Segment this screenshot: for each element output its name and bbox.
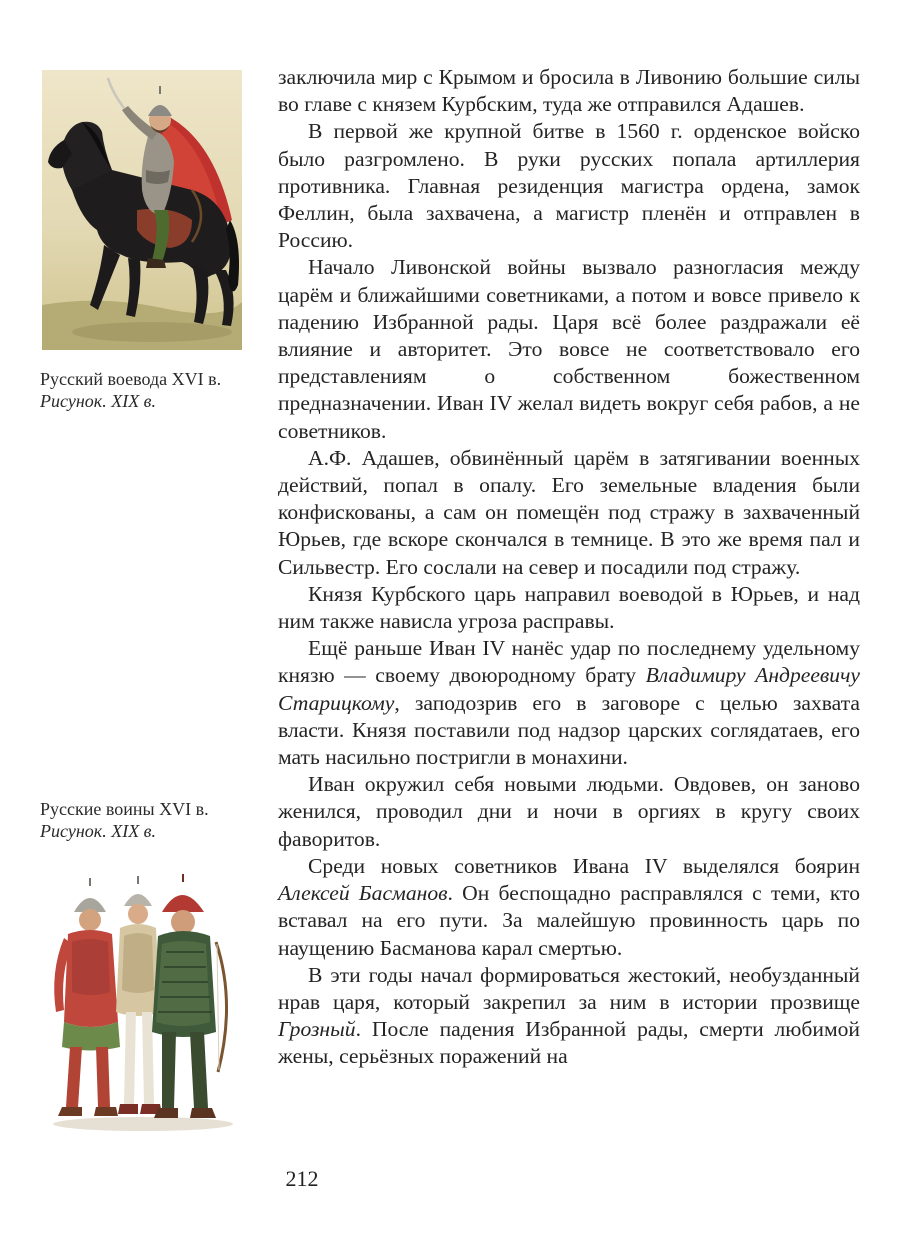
emphasized-name: Владимиру Андреевичу Старицкому	[278, 663, 860, 715]
text-run: . Он беспощадно расправлялся с теми, кто вставал на его пути. За малейшую провинность царь по наущению Басманова карал смертью.	[278, 881, 860, 960]
text-run: Среди новых советников Ивана IV выделялся боярин	[308, 853, 860, 878]
emphasized-name: Алексей Басманов	[278, 881, 448, 906]
paragraph: А.Ф. Адашев, обвинённый царём в затягивании военных действий, попал в опалу. Его земельные владения были конфискованы, а сам он помещён под стражу в захваченный Юрьев, где вскоре скончался в темнице. В это же время пал и Сильвестр. Его сослали на север и посадили под стражу.	[278, 445, 860, 579]
russian-warriors-illustration	[38, 872, 238, 1134]
caption-russian-warriors	[40, 798, 260, 842]
paragraph: заключила мир с Крымом и бросила в Ливонию большие силы во главе с князем Курбским, туда же отправился Адашев.	[278, 65, 860, 117]
caption-title: Русский воевода XVI в.	[40, 369, 222, 389]
mounted-voevoda-illustration	[42, 70, 242, 350]
caption-mounted-voevoda	[40, 368, 260, 412]
paragraph: В первой же крупной битве в 1560 г. орденское войско было разгромлено. В руки русских попала артиллерия противника. Главная резиденция магистра ордена, замок Феллин, была захвачена, а магистр пленён и отправлен в Россию.	[278, 119, 860, 253]
text-run: , заподозрив его в заговоре с целью захвата власти. Князя поставили под надзор царских соглядатаев, его мать насильно постригли в монахини.	[278, 690, 860, 770]
text-run: . После падения Избранной рады, смерти любимой жены, серьёзных поражений на	[278, 1017, 860, 1069]
main-text	[278, 64, 860, 1071]
emphasized-name: Грозный	[278, 1017, 356, 1042]
paragraph	[278, 962, 860, 1071]
paragraph	[278, 635, 860, 771]
paragraph: Князя Курбского царь направил воеводой в Юрьев, и над ним также нависла угроза расправы.	[278, 581, 860, 634]
text-run: В эти годы начал формироваться жестокий, необузданный нрав царя, который закрепил за ним в истории прозвище	[278, 962, 860, 1014]
caption-source: Рисунок. XIX в.	[40, 821, 156, 841]
page-number: 212	[285, 1166, 319, 1191]
caption-title: Русские воины XVI в.	[40, 799, 209, 819]
caption-source: Рисунок. XIX в.	[40, 391, 156, 411]
paragraph: Иван окружил себя новыми людьми. Овдовев, он заново женился, проводил дни и ночи в оргиях в кругу своих фаворитов.	[278, 772, 860, 851]
paragraph	[278, 853, 860, 962]
text-run: Ещё раньше Иван IV нанёс удар по последнему удельному князю — своему двоюродному брату	[278, 636, 860, 688]
paragraph: Начало Ливонской войны вызвало разногласия между царём и ближайшими советниками, а потом и вовсе привело к падению Избранной рады. Царя всё более раздражали её влияние и авторитет. Это вовсе не соответствовало его представлениям о собственном божественном предназначении. Иван IV желал видеть вокруг себя рабов, а не советников.	[278, 255, 860, 443]
